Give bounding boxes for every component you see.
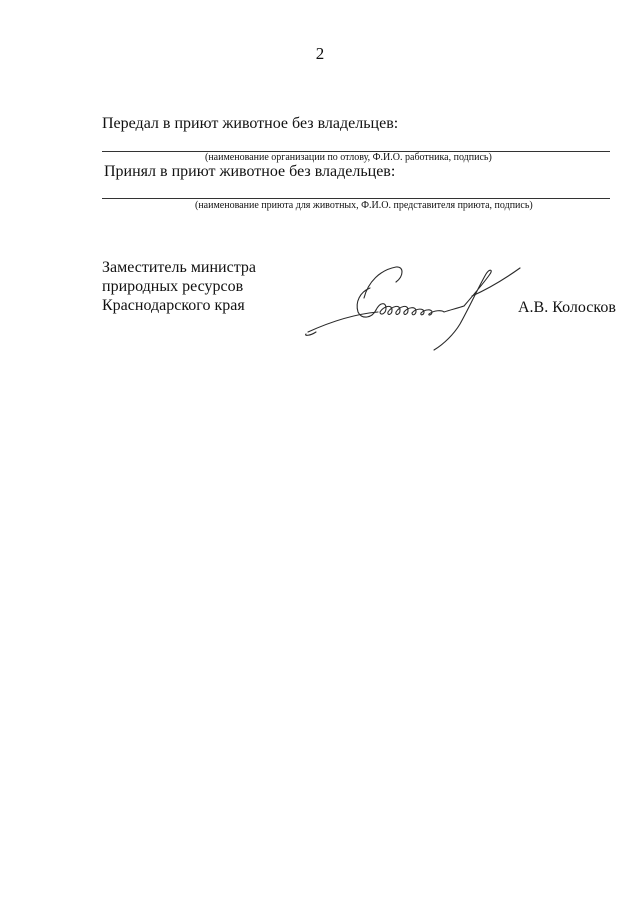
transferred-label: Передал в приют животное без владельцев: — [102, 115, 399, 132]
page-number: 2 — [315, 44, 325, 63]
transferred-caption: (наименование организации по отлову, Ф.И.О. работника, подпись) — [205, 152, 492, 163]
signatory-title-line: природных ресурсов — [102, 278, 244, 295]
signatory-title-line: Краснодарского края — [102, 297, 245, 314]
signatory-title-line: Заместитель министра — [102, 259, 256, 276]
received-label: Принял в приют животное без владельцев: — [104, 163, 396, 180]
signatory-title — [102, 258, 256, 315]
received-signature-line — [102, 198, 610, 199]
signatory-name: А.В. Колосков — [518, 299, 616, 316]
handwritten-signature — [300, 262, 530, 354]
received-caption: (наименование приюта для животных, Ф.И.О. представителя приюта, подпись) — [195, 200, 533, 211]
